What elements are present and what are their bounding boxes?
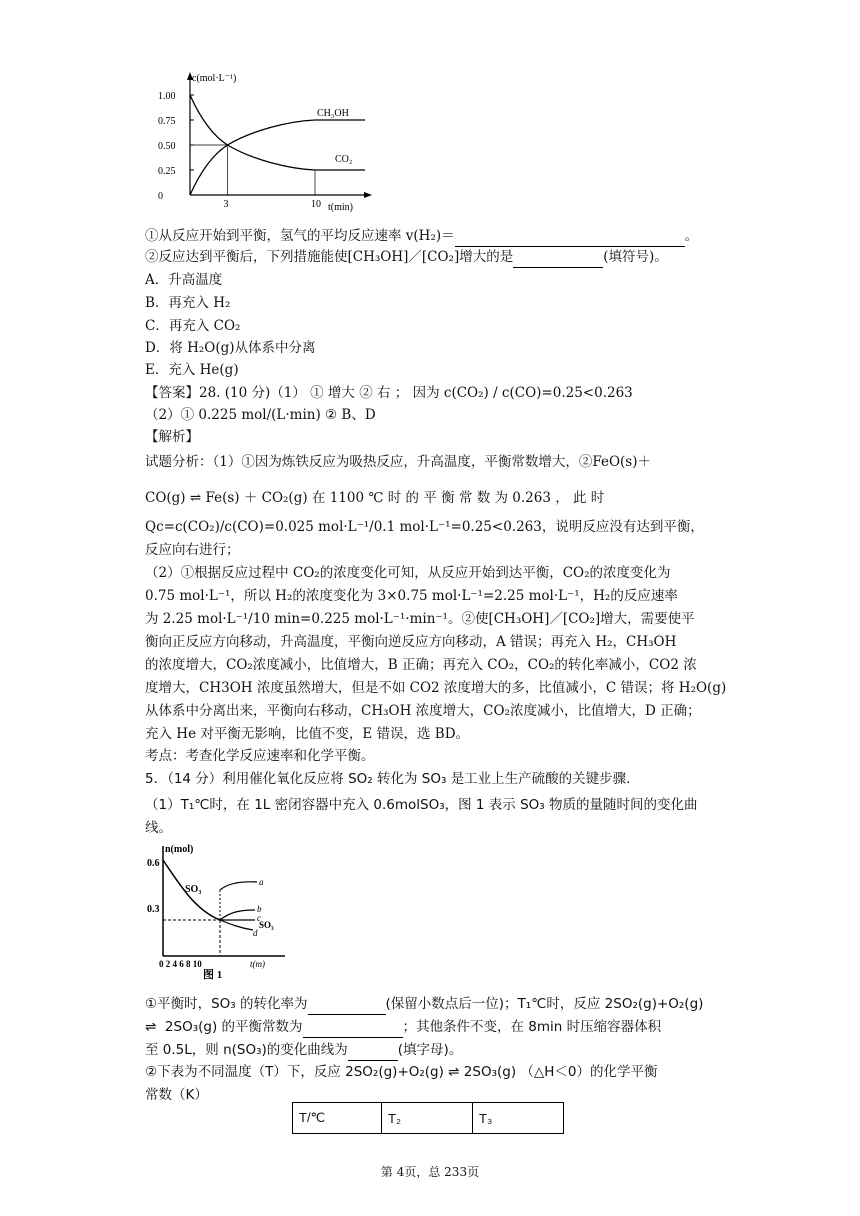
y-tick-label: 0.25: [158, 166, 176, 177]
q5-line-2: ⇌ 2SO₃(g) 的平衡常数为 ；其他条件不变，在 8min 时压缩容器体积: [145, 1017, 661, 1038]
chart2-x-ticks: 0 2 4 6 8 10: [159, 959, 202, 969]
y-tick-label: 0: [158, 191, 163, 202]
series-label-co2: CO₂: [335, 154, 353, 165]
option-a: A．升高温度: [145, 272, 223, 288]
analysis-heading: 【解析】: [145, 429, 199, 445]
analysis-line: 度增大，CH3OH 浓度虽然增大，但是不如 CO2 浓度增大的多，比值减小，C 错误；将 H₂O(g): [145, 680, 727, 696]
q5-line-4: ②下表为不同温度（T）下，反应 2SO₂(g)+O₂(g) ⇌ 2SO₃(g) （△H＜0）的化学平衡: [145, 1064, 658, 1080]
page-footer: 第 4页，总 233页: [380, 1165, 480, 1179]
question-line-2: ②反应达到平衡后，下列措施能使[CH₃OH]／[CO₂]增大的是 (填符号)。: [145, 247, 668, 268]
curve-a: [220, 882, 257, 890]
chart2-end-label: SO₃: [259, 920, 274, 930]
analysis-line: CO(g) ⇌ Fe(s) ＋ CO₂(g) 在 1100 ℃ 时 的 平 衡 常 数 为 0.263 ， 此 时: [145, 490, 605, 506]
answer-line-1: 【答案】28. (10 分)（1） ① 增大 ② 右 ； 因为 c(CO₂) / c(CO)=0.25<0.263: [145, 385, 633, 401]
question-5-part1: （1）T₁℃时，在 1L 密闭容器中充入 0.6molSO₃，图 1 表示 SO₃ 物质的量随时间的变化曲: [145, 797, 698, 813]
analysis-line: （2）①根据反应过程中 CO₂的浓度变化可知，从反应开始到达平衡，CO₂的浓度变化为: [145, 565, 671, 581]
curve-b: [220, 910, 255, 920]
equilibrium-arrow: ⇌: [145, 1019, 165, 1035]
option-d: D．将 H₂O(g)从体系中分离: [145, 340, 316, 356]
analysis-line: 衡向正反应方向移动，升高温度，平衡向逆反应方向移动，A 错误；再充入 H₂，CH₃OH: [145, 634, 677, 650]
analysis-line: Qc=c(CO₂)/c(CO)=0.025 mol·L⁻¹/0.1 mol·L⁻¹=0.25<0.263，说明反应没有达到平衡，: [145, 519, 704, 535]
analysis-line: 试题分析：（1）①因为炼铁反应为吸热反应，升高温度，平衡常数增大，②FeO(s)＋: [145, 454, 651, 470]
curve-letter-b: b: [257, 904, 262, 914]
y-tick-label: 0.50: [158, 141, 176, 152]
question-line-1: ①从反应开始到平衡，氢气的平均反应速率 v(H₂)＝ 。: [145, 226, 698, 247]
chart2-series-label: SO₃: [185, 884, 202, 895]
curve-d: [220, 920, 253, 930]
so3-amount-chart: [145, 840, 290, 980]
equilibrium-constant-table: [292, 1102, 564, 1134]
q5-line-5: 常数（K）: [145, 1087, 208, 1103]
series-label-ch3oh: CH₃OH: [317, 108, 349, 119]
q5-line-1: ①平衡时，SO₃ 的转化率为 (保留小数点后一位)；T₁℃时，反应 2SO₂(g)+O₂(g): [145, 994, 703, 1015]
concentration-time-chart: [150, 68, 380, 213]
answer-blank-curve[interactable]: [348, 1040, 398, 1061]
y-tick-label: 0.75: [158, 116, 176, 127]
chart1-y-axis-label: c(mol·L⁻¹): [192, 73, 237, 84]
analysis-line: 充入 He 对平衡无影响，比值不变，E 错误，选 BD。: [145, 726, 470, 742]
y-tick-label: 1.00: [158, 91, 176, 102]
option-c: C．再充入 CO₂: [145, 318, 241, 334]
curve-letter-d: d: [253, 928, 258, 938]
chart2-y-axis-label: n(mol): [165, 844, 194, 855]
x-tick-label: 3: [223, 199, 229, 210]
table-header-cell: T/℃: [293, 1103, 382, 1134]
chart2-x-axis-label: t(m): [250, 959, 265, 969]
question-5-part1-cont: 线。: [145, 820, 172, 836]
x-tick-label: 10: [311, 199, 321, 210]
curve-letter-a: a: [259, 877, 264, 887]
analysis-line: 反应向右进行；: [145, 542, 240, 558]
answer-blank-1[interactable]: [455, 226, 685, 247]
q5-line-3: 至 0.5L，则 n(SO₃)的变化曲线为 (填字母)。: [145, 1040, 462, 1061]
kaodian-line: 考点：考查化学反应速率和化学平衡。: [145, 748, 375, 764]
chart2-y-tick: 0.3: [147, 904, 160, 915]
chart2-y-tick: 0.6: [147, 858, 160, 869]
analysis-line: 的浓度增大，CO₂浓度减小，比值增大，B 正确；再充入 CO₂，CO₂的转化率减小，CO2 浓: [145, 657, 697, 673]
chart2-caption: 图 1: [203, 969, 223, 980]
chart1-x-axis-label: t(min): [328, 202, 353, 213]
analysis-line: 从体系中分离出来，平衡向右移动，CH₃OH 浓度增大，CO₂浓度减小，比值增大，D 正确；: [145, 703, 701, 719]
question-5-title: 5．（14 分）利用催化氧化反应将 SO₂ 转化为 SO₃ 是工业上生产硫酸的关键步骤.: [145, 771, 631, 787]
table-header-cell: T₂: [382, 1103, 473, 1134]
curve-letter-c: c: [257, 913, 261, 923]
answer-blank-conversion[interactable]: [308, 994, 386, 1015]
option-e: E．充入 He(g): [145, 362, 239, 378]
answer-line-2: （2）① 0.225 mol/(L·min) ② B、D: [145, 407, 376, 423]
option-b: B．再充入 H₂: [145, 295, 231, 311]
analysis-line: 0.75 mol·L⁻¹，所以 H₂的浓度变化为 3×0.75 mol·L⁻¹=2.25 mol·L⁻¹，H₂的反应速率: [145, 588, 678, 604]
analysis-line: 为 2.25 mol·L⁻¹/10 min=0.225 mol·L⁻¹·min⁻¹。②使[CH₃OH]／[CO₂]增大，需要使平: [145, 611, 695, 627]
answer-blank-2[interactable]: [513, 247, 603, 268]
answer-blank-k[interactable]: [303, 1017, 403, 1038]
table-header-cell: T₃: [473, 1103, 564, 1134]
table-row: [293, 1103, 564, 1134]
